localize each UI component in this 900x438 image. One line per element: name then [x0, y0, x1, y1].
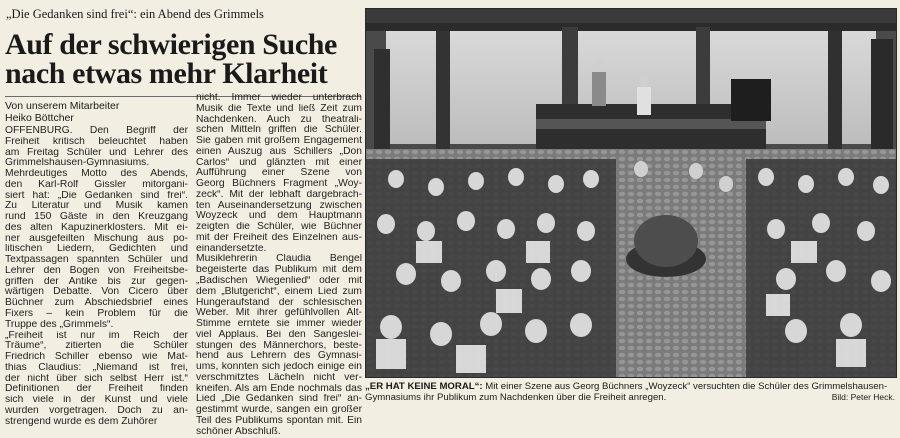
article-text-line: stungen des Männerchors, beste-	[196, 340, 362, 351]
article-text-line: wurden vorgetragen. Doch zu an-	[5, 405, 188, 416]
article-text-line: Definitionen der Freiheit finden	[5, 384, 188, 395]
headline-line-2: nach etwas mehr Klarheit	[5, 57, 328, 90]
headline-line-1: Auf der schwierigen Suche	[5, 28, 337, 61]
article-text-line: Träume“, zitierten die Schüler	[5, 341, 188, 352]
article-text-line: Nachdenken. Auch zu theatrali-	[196, 114, 362, 125]
photo-credit: Bild: Peter Heck.	[831, 392, 895, 402]
article-text-line: griffen der Antike bis zur gegen-	[5, 276, 188, 287]
article-text-line: ums, konnten sich jedoch einige ein	[196, 362, 362, 373]
byline-line-1: Von unserem Mitarbeiter	[5, 100, 120, 112]
article-text-line: litischen Liedern, Gedichten und	[5, 244, 188, 255]
article-text-line: der nicht über sich selbst Herr ist.“	[5, 373, 188, 384]
article-text-line: sich viele in der Kunst und viele	[5, 395, 188, 406]
article-text-line: mit der Freiheit des Einzelnen aus-	[196, 232, 362, 243]
article-kicker: „Die Gedanken sind frei“: ein Abend des Grimmels	[6, 7, 264, 21]
article-text-line: Truppe des „Grimmels“.	[5, 319, 114, 330]
article-text-line: hend aus Lehrern des Gymnasi-	[196, 351, 362, 362]
article-text-line: rund 150 Gäste in den Kreuzgang	[5, 212, 188, 223]
article-text-line: Musiklehrerin Claudia Bengel	[196, 254, 362, 265]
article-text-line: Mehrdeutiges Motto des Abends,	[5, 169, 188, 180]
article-text-line: einen Auszug aus Schillers „Don	[196, 146, 362, 157]
article-text-line: schöner Abschluß.	[196, 426, 281, 437]
article-text-line: zeigten die Schüler, wie Büchner	[196, 222, 362, 233]
article-text-line: des alten Kapuzinerklosters. Mit ei-	[5, 222, 188, 233]
article-text-line: Georg Büchners Fragment „Woy-	[196, 179, 362, 190]
photo-caption	[365, 381, 895, 403]
article-text-line: thias Claudius: „Niemand ist frei,	[5, 362, 188, 373]
article-text-line: verschmitztes Lächeln nicht ver-	[196, 372, 362, 383]
article-text-line: Freiheit kritisch beleuchtet haben	[5, 136, 188, 147]
byline-line-2: Heiko Böttcher	[5, 111, 74, 124]
article-text-line: einandersetzte.	[196, 243, 267, 254]
article-column-1	[5, 126, 188, 427]
article-text-line: Fixers – kein Problem für die	[5, 309, 188, 320]
article-text-line: am Freitag Schüler und Lehrer des	[5, 147, 188, 158]
article-text-line: Büchner zum Abschiedsbrief eines	[5, 298, 188, 309]
article-text-line: begeisterte das Publikum mit dem	[196, 265, 362, 276]
caption-text: Mit einer Szene aus Georg Büchners „Woyzeck“ versuchten die Schüler des Grimmelshausen-Gymnasiums ihr Publikum zum Nachdenken über die Freiheit anregen.	[365, 381, 888, 403]
article-text-line: Grimmelshausen-Gymnasiums.	[5, 158, 150, 169]
article-headline	[5, 30, 361, 88]
article-text-line: Lied „Die Gedanken sind frei“ an-	[196, 394, 362, 405]
article-text-line: OFFENBURG. Den Begriff der	[5, 126, 188, 136]
article-text-line: „Freiheit ist nur im Reich der	[5, 330, 188, 341]
article-text-line: Musik die Texte und ließ Zeit zum	[196, 103, 362, 114]
article-text-line: Hungeraufstand der schlesischen	[196, 297, 362, 308]
article-text-line: Woyzeck und dem Hauptmann	[196, 211, 362, 222]
article-text-line: strengend wurde es dem Zuhörer	[5, 416, 158, 427]
article-text-line: Teil des Publikums spontan mit. Ein	[196, 415, 362, 426]
article-photo	[365, 8, 897, 378]
article-text-line: Weber. Mit ihrer gefühlvollen Alt-	[196, 308, 362, 319]
article-text-line: Friedrich Schiller ebenso wie Mat-	[5, 352, 188, 363]
article-column-2	[196, 93, 362, 438]
article-text-line: schen Mitteln griffen die Schüler.	[196, 125, 362, 136]
byline	[5, 101, 195, 124]
article-text-line: dem „Blutgericht“, einem Lied zum	[196, 286, 362, 297]
article-text-line: „Badischen Wiegenlied“ oder mit	[196, 276, 362, 287]
article-text-line: Stimme erntete sie immer wieder	[196, 319, 362, 330]
article-text-line: Lehrer den Bogen von Freiheitsbe-	[5, 265, 188, 276]
article-text-line: ten Auseinandersetzung zwischen	[196, 200, 362, 211]
cloister-stage-photo	[366, 9, 896, 377]
article-text-line: Aufführung einer Szene von	[196, 168, 362, 179]
article-text-line: wärtigen Debatte. Von Cicero über	[5, 287, 188, 298]
article-text-line: siert hat: „Die Gedanken sind frei“.	[5, 190, 188, 201]
article-text-line: zeck“. Mit der lebhaft dargebrach-	[196, 189, 362, 200]
article-text-line: Textpassagen spannten Schüler und	[5, 255, 188, 266]
article-text-line: Carlos“ und glänzten mit einer	[196, 157, 362, 168]
article-text-line: kneifen. Als am Ende nochmals das	[196, 383, 362, 394]
article-text-line: den Karl-Rolf Gissler mitorgani-	[5, 179, 188, 190]
article-text-line: nicht. Immer wieder unterbrach	[196, 93, 362, 103]
article-text-line: viel Applaus. Bei den Sangeslei-	[196, 329, 362, 340]
article-text-line: ner ausgefeilten Mischung aus po-	[5, 233, 188, 244]
article-text-line: gestimmt wurde, sangen ein großer	[196, 405, 362, 416]
article-text-line: Sie gaben mit großem Engagement	[196, 136, 362, 147]
article-text-line: Zu Literatur und Musik kamen	[5, 201, 188, 212]
caption-lead: „ER HAT KEINE MORAL“:	[365, 381, 483, 392]
